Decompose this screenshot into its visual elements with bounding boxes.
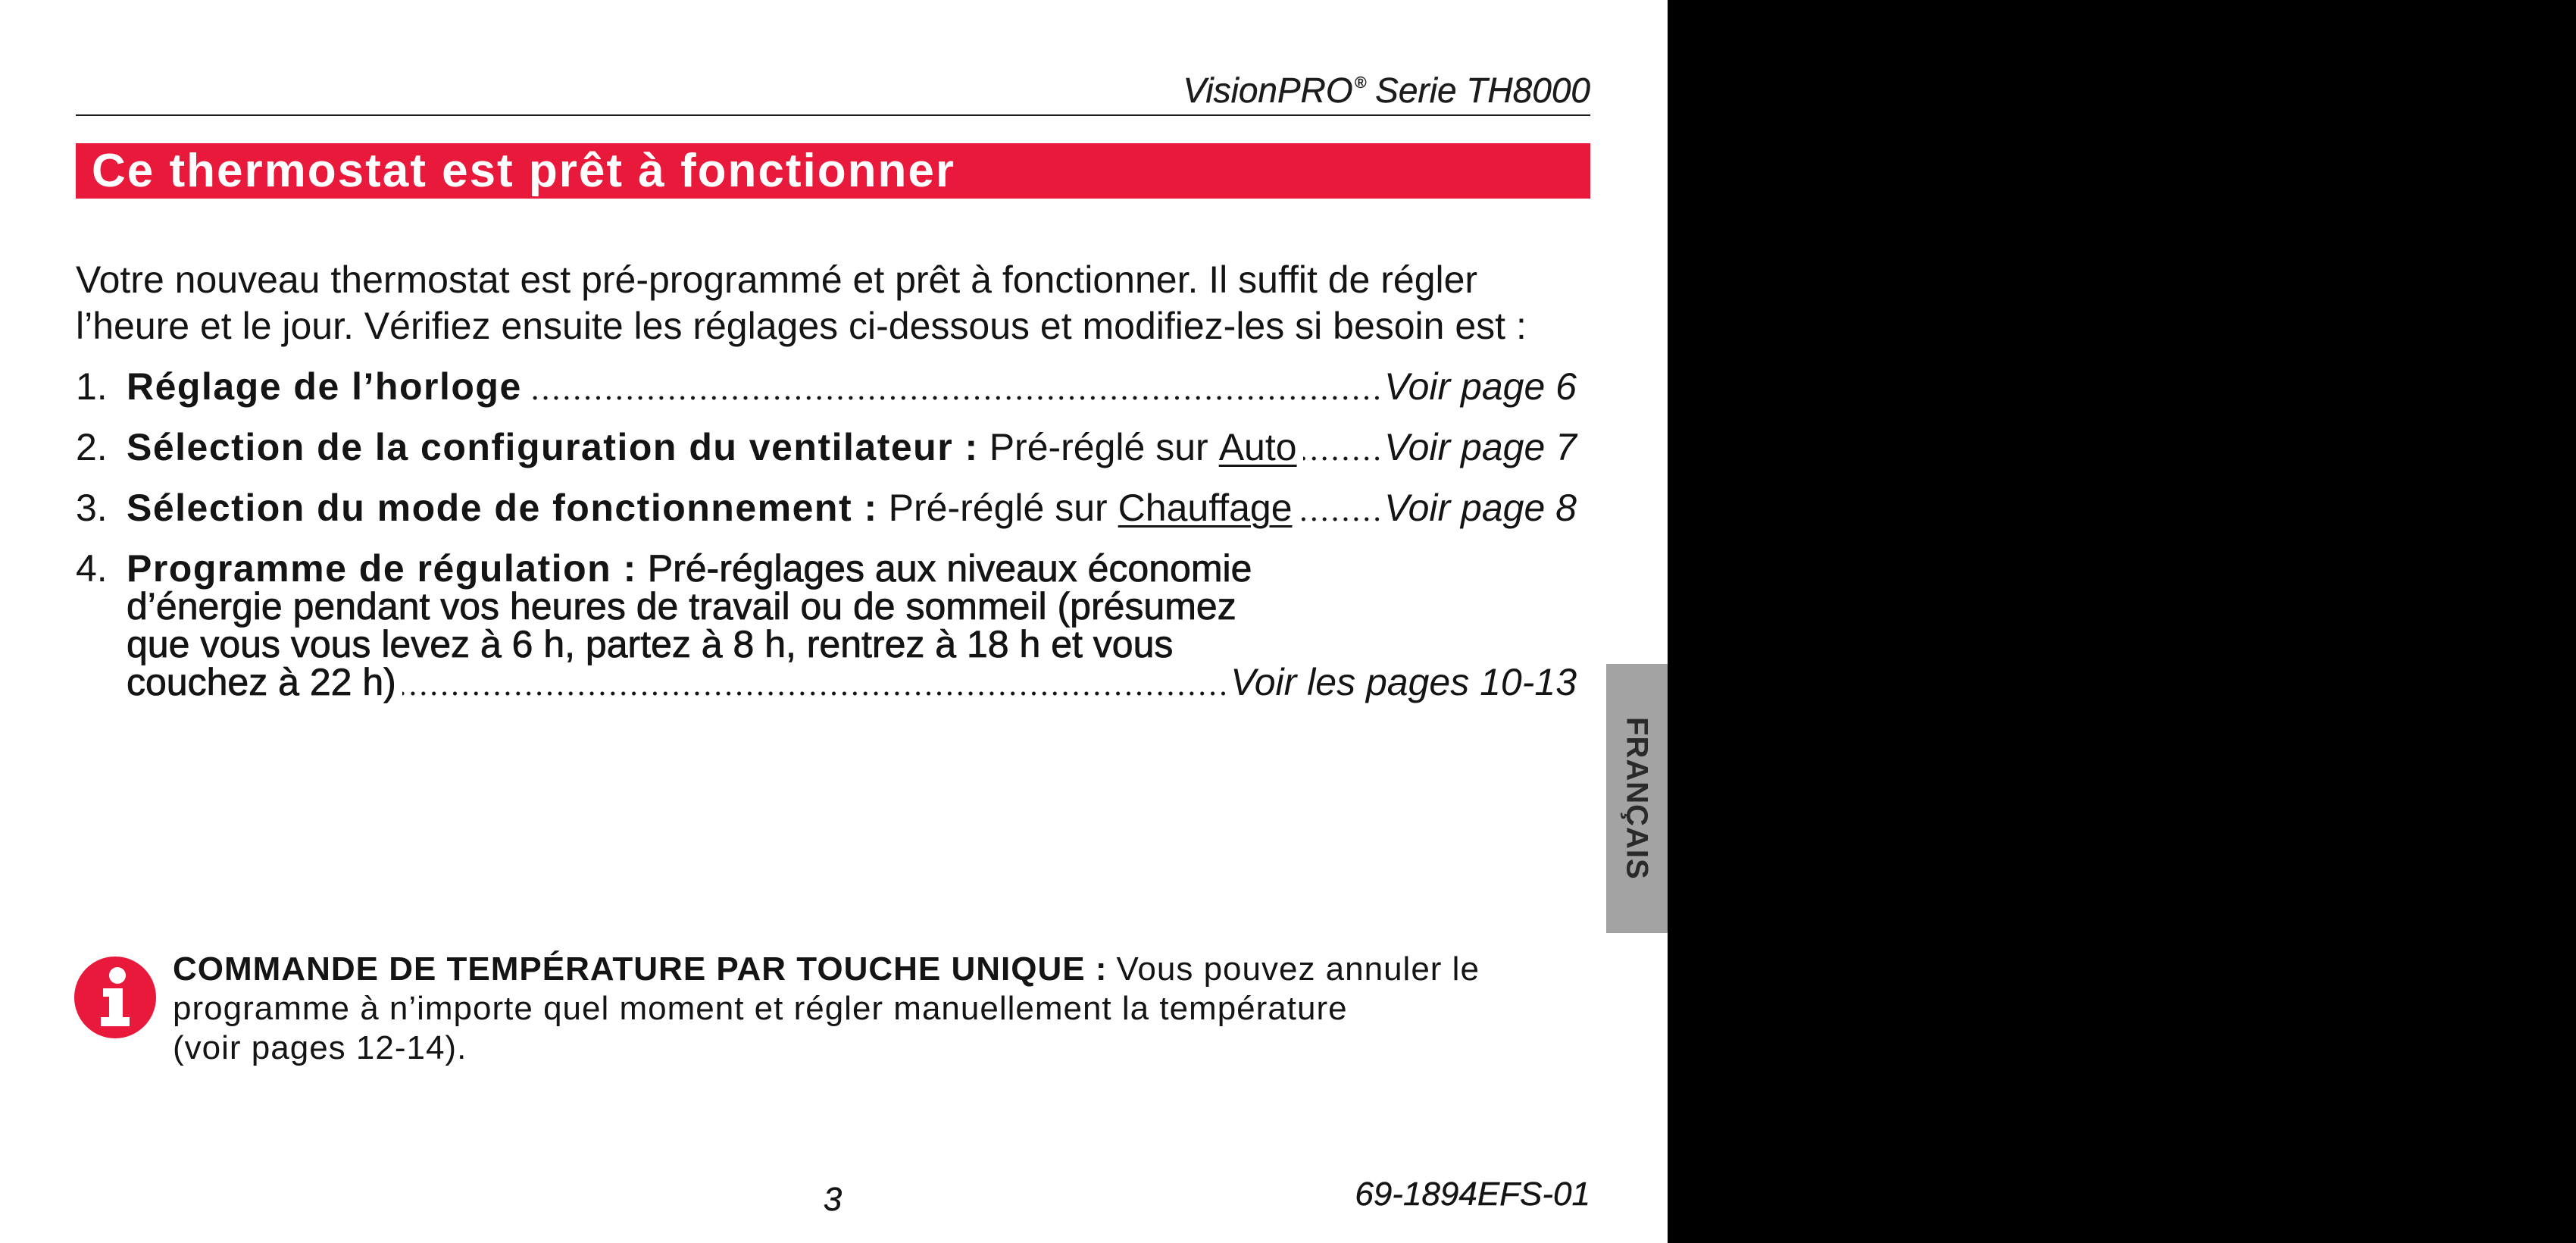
step-number: 1. xyxy=(76,365,108,408)
step-body xyxy=(127,428,1577,466)
step-number: 4. xyxy=(76,547,108,590)
step-text: Pré-réglé sur xyxy=(888,487,1108,529)
step-line: d’énergie pendant vos heures de travail ou de sommeil (présumez xyxy=(127,585,1236,628)
setup-steps-list xyxy=(76,365,1577,724)
document-code: 69-1894EFS-01 xyxy=(1355,1176,1590,1213)
note-line: programme à n’importe quel moment et régler manuellement la température xyxy=(173,990,1348,1027)
page-reference: Voir les pages 10-13 xyxy=(1230,661,1577,703)
intro-line: l’heure et le jour. Vérifiez ensuite les réglages ci-dessous et modifiez-les si besoin est : xyxy=(76,305,1527,347)
product-name: VisionPRO xyxy=(1183,70,1353,110)
note-text: Vous pouvez annuler le xyxy=(1116,950,1480,988)
step-text: couchez à 22 h) xyxy=(127,661,396,703)
product-series: Serie TH8000 xyxy=(1375,70,1590,110)
dot-leader xyxy=(402,691,1228,696)
section-title: Ce thermostat est prêt à fonctionner xyxy=(92,145,955,197)
list-item xyxy=(76,549,1577,701)
dot-leader xyxy=(528,396,1382,400)
page-reference: Voir page 7 xyxy=(1384,426,1577,468)
step-text: Pré-réglé sur xyxy=(989,426,1208,468)
step-body xyxy=(127,489,1577,527)
section-banner xyxy=(76,143,1590,199)
info-note xyxy=(173,950,1582,1068)
dot-leader xyxy=(1303,456,1383,461)
note-line xyxy=(173,950,1582,989)
step-label: Sélection du mode de fonctionnement : xyxy=(127,487,878,529)
page-reference: Voir page 6 xyxy=(1384,365,1577,408)
header-rule xyxy=(76,114,1590,116)
step-line xyxy=(127,547,1577,590)
step-label: Programme de régulation : xyxy=(127,547,637,590)
step-label: Sélection de la configuration du ventilateur : xyxy=(127,426,979,468)
step-line xyxy=(127,663,1577,701)
page-reference: Voir page 8 xyxy=(1384,487,1577,529)
dot-leader xyxy=(1299,517,1383,521)
step-number: 3. xyxy=(76,487,108,529)
registered-mark: ® xyxy=(1354,74,1367,92)
intro-line: Votre nouveau thermostat est pré-programmé et prêt à fonctionner. Il suffit de régler xyxy=(76,258,1478,301)
note-line: (voir pages 12-14). xyxy=(173,1029,467,1066)
page-number: 3 xyxy=(823,1181,843,1218)
intro-paragraph xyxy=(76,257,1590,349)
step-number: 2. xyxy=(76,426,108,468)
step-text: Pré-réglages aux niveaux économie xyxy=(647,547,1252,590)
step-line: que vous vous levez à 6 h, partez à 8 h, rentrez à 18 h et vous xyxy=(127,623,1174,665)
note-heading: COMMANDE DE TEMPÉRATURE PAR TOUCHE UNIQUE : xyxy=(173,950,1108,988)
info-icon xyxy=(74,957,156,1038)
list-item xyxy=(76,489,1577,527)
list-item xyxy=(76,428,1577,466)
language-tab-label: FRANÇAIS xyxy=(1620,717,1654,880)
outer-background xyxy=(1668,0,2576,1243)
step-body xyxy=(127,365,1577,408)
language-tab xyxy=(1606,664,1668,933)
default-setting: Auto xyxy=(1218,426,1297,468)
step-body xyxy=(127,549,1577,701)
running-header xyxy=(76,71,1590,117)
list-item xyxy=(76,365,1577,408)
default-setting: Chauffage xyxy=(1118,487,1293,529)
step-label: Réglage de l’horloge xyxy=(127,365,522,408)
